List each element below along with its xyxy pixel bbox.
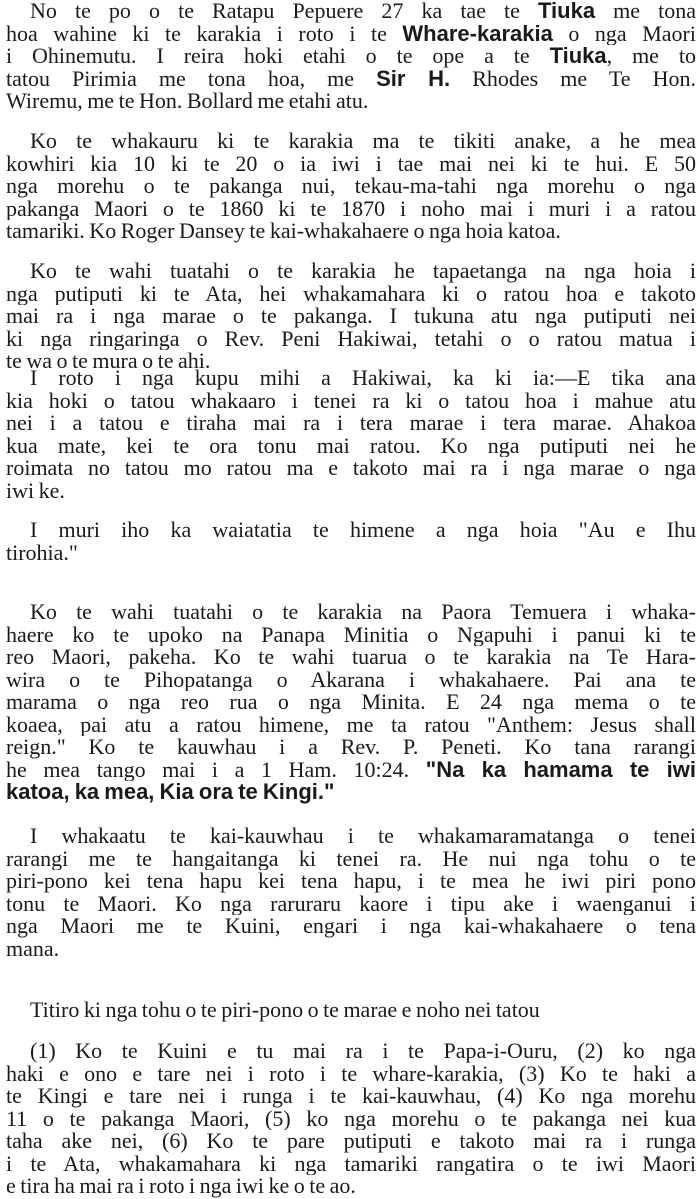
text-line: kua mate, kei te ora tonu mai ratou. Ko nga putiputi nei he (6, 434, 696, 457)
text-line: No te po o te Ratapu Pepuere 27 ka tae te Tiuka me tona (30, 0, 696, 23)
text-line: he mea tango mai i a 1 Ham. 10:24. "Na ka hamama te iwi (6, 758, 696, 781)
text-line: kia hoki o tatou whakaaro i tenei ra ki o tatou hoa i mahue atu (6, 389, 696, 412)
text-line: 11 o te pakanga Maori, (5) ko nga morehu o te pakanga nei kua (6, 1107, 696, 1130)
text-line: hoa wahine ki te karakia i roto i te Whare-karakia o nga Maori (6, 22, 696, 45)
text-line: reign." Ko te kauwhau i a Rev. P. Peneti. Ko tana rarangi (6, 736, 696, 759)
text-line: haere ko te upoko na Panapa Minitia o Ngapuhi i panui ki te (6, 623, 696, 646)
text-line: nga putiputi ki te Ata, hei whakamahara ki o ratou hoa e takoto (6, 282, 696, 305)
text-line: tamariki. Ko Roger Dansey te kai-whakahaere o nga hoia katoa. (6, 220, 561, 243)
paragraph-7 (6, 825, 696, 960)
text-line: mana. (6, 937, 60, 960)
text-line: te Kingi e tare nei i runga i te kai-kauwhau, (4) Ko nga morehu (6, 1085, 696, 1108)
paragraph-6 (6, 601, 696, 804)
text-line: iwi ke. (6, 479, 65, 502)
paragraph-4 (6, 367, 696, 502)
paragraph-1 (6, 0, 696, 113)
text-line: Titiro ki nga tohu o te piri-pono o te marae e noho nei tatou (30, 999, 540, 1022)
bold-name: Tiuka (538, 0, 596, 23)
text-line: roimata no tatou mo ratou ma e takoto mai ra i nga marae o nga (6, 457, 696, 480)
text-line: tatou Pirimia me tona hoa, me Sir H. Rhodes me Te Hon. (6, 67, 696, 90)
text-line: wira o te Pihopatanga o Akarana i whakahaere. Pai ana te (6, 668, 696, 691)
text-line: tirohia." (6, 541, 78, 564)
text-line: haki e ono e tare nei i roto i te whare-karakia, (3) Ko te haki a (6, 1062, 696, 1085)
text-line: I roto i nga kupu mihi a Hakiwai, ka ki ia:—E tika ana (30, 367, 696, 390)
text-line: piri-pono kei tena hapu kei tena hapu, i te mea he iwi piri pono (6, 870, 696, 893)
text-line: I whakaatu te kai-kauwhau i te whakamaramatanga o tenei (30, 825, 696, 848)
text-line: Ko te whakauru ki te karakia ma te tikiti anake, a he mea (30, 130, 696, 153)
text-line: kowhiri kia 10 ki te 20 o ia iwi i tae mai nei ki te hui. E 50 (6, 152, 696, 175)
text-line: tonu te Maori. Ko nga raruraru kaore i tipu ake i waenganui i (6, 892, 696, 915)
text-line: koaea, pai atu a ratou himene, me ta ratou "Anthem: Jesus shall (6, 713, 696, 736)
text-line: Ko te wahi tuatahi o te karakia na Paora Temuera i whaka- (30, 601, 696, 624)
text-line: marama o nga reo rua o nga Minita. E 24 nga mema o te (6, 691, 696, 714)
text-line: i Ohinemutu. I reira hoki etahi o te ope a te Tiuka, me to (6, 45, 696, 68)
text-line: I muri iho ka waiatatia te himene a nga hoia "Au e Ihu (30, 519, 696, 542)
paragraph-5 (6, 519, 696, 564)
paragraph-3 (6, 260, 696, 373)
text-line: e tira ha mai ra i roto i nga iwi ke o te ao. (6, 1175, 356, 1198)
text-line: katoa, ka mea, Kia ora te Kingi." (6, 781, 335, 804)
paragraph-8 (6, 999, 696, 1022)
bold-name: Sir H. (376, 67, 451, 90)
text-line: ki nga ringaringa o Rev. Peni Hakiwai, tetahi o o ratou matua i (6, 327, 696, 350)
text-line: taha ake nei, (6) Ko te pare putiputi e takoto mai ra i runga (6, 1130, 696, 1153)
text-line: te wa o te mura o te ahi. (6, 350, 211, 373)
text-line: i te Ata, whakamahara ki nga tamariki rangatira o te iwi Maori (6, 1152, 696, 1175)
bold-name: Whare-karakia (402, 22, 553, 45)
text-line: nga Maori me te Kuini, engari i nga kai-whakahaere o tena (6, 915, 696, 938)
text-line: nga morehu o te pakanga nui, tekau-ma-tahi nga morehu o nga (6, 175, 696, 198)
text-line: pakanga Maori o te 1860 ki te 1870 i noho mai i muri i a ratou (6, 197, 696, 220)
text-line: Ko te wahi tuatahi o te karakia he tapaetanga na nga hoia i (30, 260, 696, 283)
text-line: reo Maori, pakeha. Ko te wahi tuarua o te karakia na Te Hara- (6, 646, 696, 669)
bold-name: Tiuka (549, 45, 607, 68)
bold-quote: "Na ka hamama te iwi (425, 758, 696, 781)
text-line: mai ra i nga marae o te pakanga. I tukuna atu nga putiputi nei (6, 305, 696, 328)
paragraph-2 (6, 130, 696, 243)
text-line: (1) Ko te Kuini e tu mai ra i te Papa-i-Ouru, (2) ko nga (30, 1040, 696, 1063)
text-line: rarangi me te hangaitanga ki tenei ra. He nui nga tohu o te (6, 847, 696, 870)
text-line: nei i a tatou e tiraha mai ra i tera marae i tera marae. Ahakoa (6, 412, 696, 435)
paragraph-9 (6, 1040, 696, 1198)
text-line: Wiremu, me te Hon. Bollard me etahi atu. (6, 90, 369, 113)
